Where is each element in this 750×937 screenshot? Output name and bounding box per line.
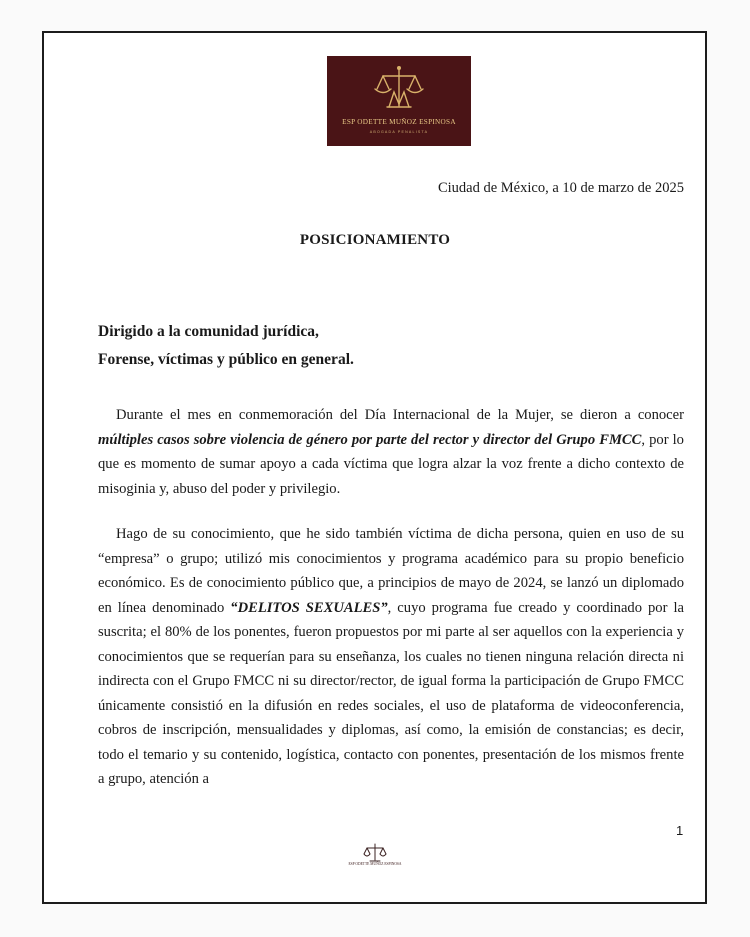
paragraph-1-text-b: , por lo que es momento de sumar apoyo a cada víctima que logra alzar la voz frente a dicho contexto de misoginia y, abuso del poder y privilegio. — [98, 431, 684, 497]
addressee-block — [98, 318, 354, 374]
paragraph-1 — [98, 403, 684, 501]
document-title: POSICIONAMIENTO — [299, 232, 451, 248]
addressee-line-1: Dirigido a la comunidad jurídica, — [98, 323, 319, 340]
date-line: Ciudad de México, a 10 de marzo de 2025 — [437, 180, 684, 196]
paragraph-2-emphasis: “DELITOS SEXUALES” — [230, 599, 388, 616]
paragraph-2 — [98, 522, 684, 792]
logo-name: ESP ODETTE MUÑOZ ESPINOSA — [342, 118, 456, 126]
paragraph-1-emphasis: múltiples casos sobre violencia de género por parte del rector y director del Grupo FMCC — [98, 431, 642, 448]
logo-tagline: ABOGADA PENALISTA — [369, 130, 429, 134]
paragraph-2-text-a: Hago de su conocimiento, que he sido también víctima de dicha persona, quien en uso de su “empresa” o grupo; utilizó mis conocimientos y programa académico para su propio beneficio económico. Es de conocimiento público que, a principios de mayo de 2024, se lanzó un diplomado en línea denominado — [98, 526, 684, 616]
paragraph-1-text-a: Durante el mes en conmemoración del Día Internacional de la Mujer, se dieron a conocer — [116, 407, 684, 423]
footer-scales-icon — [353, 840, 397, 874]
footer-logo-name: ESP ODETTE MUÑOZ ESPINOSA — [348, 862, 402, 866]
page-number: 1 — [676, 823, 684, 838]
header-logo — [327, 56, 471, 146]
addressee-line-2: Forense, víctimas y público en general. — [98, 351, 354, 368]
paragraph-2-text-b: , cuyo programa fue creado y coordinado por la suscrita; el 80% de los ponentes, fueron propuestos por mi parte al ser aquellos con la experiencia y conocimientos que se requerían para su enseñanza, los cuales no tienen ninguna relación directa ni indirecta con el Grupo FMCC ni su director/rector, de igual forma la participación de Grupo FMCC únicamente consistió en la difusión en redes sociales, el uso de plataforma de videoconferencia, cobros de inscripción, mensualidades y diplomas, así como, la emisión de constancias; es decir, todo el temario y su contenido, logística, contacto con ponentes, presentación de los mismos frente a grupo, atención a — [98, 599, 684, 787]
scales-of-justice-icon — [327, 56, 471, 118]
